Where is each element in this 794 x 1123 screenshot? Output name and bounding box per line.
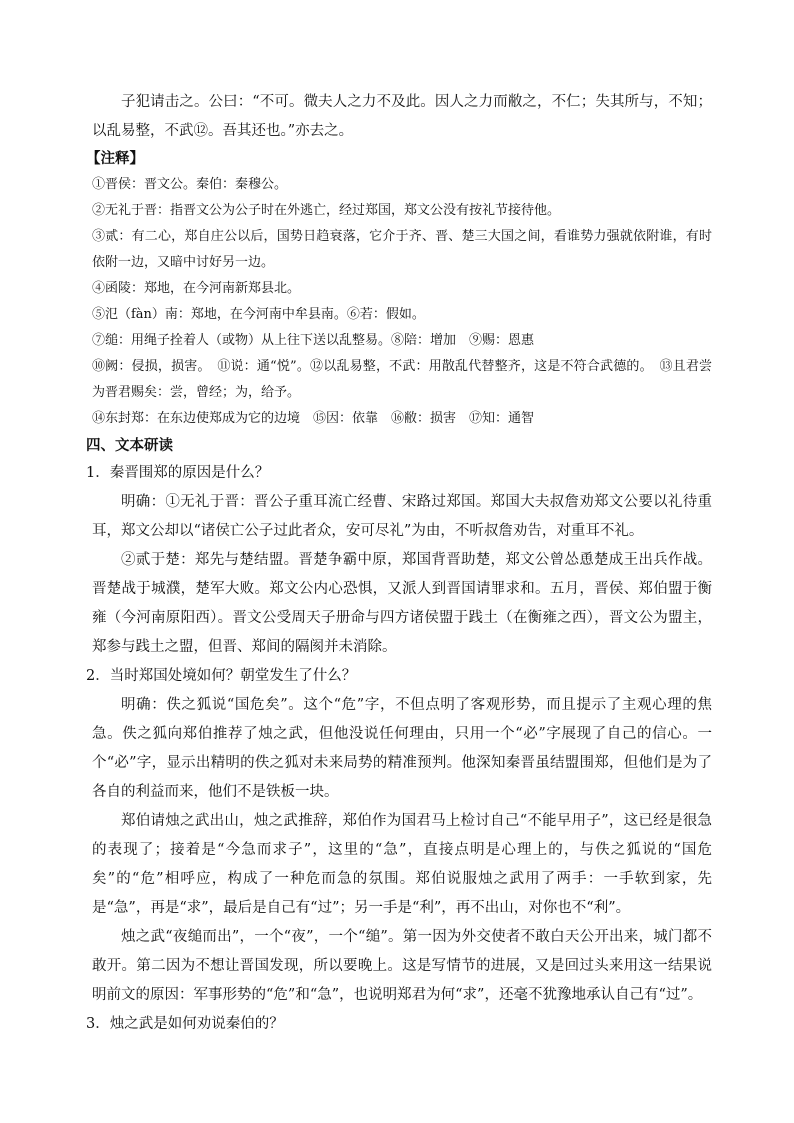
note-item-3: ③贰：有二心，郑自庄公以后，国势日趋衰落，它介于齐、晋、楚三大国之间，看谁势力强就依附谁，有时依附一边，又暗中讨好另一边。	[92, 229, 712, 270]
section-heading: 四、文本研读	[86, 437, 173, 454]
passage-paragraph: 子犯请击之。公曰：“不可。微夫人之力不及此。因人之力而敝之，不仁；失其所与，不知；以乱易整，不武⑫。吾其还也。”亦去之。	[92, 94, 712, 139]
answer-2-part-1: 明确：佚之狐说“国危矣”。这个“危”字，不但点明了客观形势，而且提示了主观心理的焦急。佚之狐向郑伯推荐了烛之武，但他没说任何理由，只用一个“必”字展现了自己的信心。一个“必”字，显示出精明的佚之狐对未来局势的精准预判。他深知秦晋虽结盟围郑，但他们是为了各自的利益而来，他们不是铁板一块。	[92, 697, 712, 800]
note-item-7: ⑦缒：用绳子拴着人（或物）从上往下送以乱整易。⑧陪：增加 ⑨赐：恩惠	[92, 333, 535, 348]
note-item-1: ①晋侯：晋文公。秦伯：秦穆公。	[92, 177, 288, 192]
answer-2-part-2: 郑伯请烛之武出山，烛之武推辞，郑伯作为国君马上检讨自己“不能早用子”，这已经是很急的表现了；接着是“今急而求子”，这里的“急”，直接点明是心理上的，与佚之狐说的“国危矣”的“危”相呼应，构成了一种危而急的氛围。郑伯说服烛之武用了两手：一手软到家，先是“急”，再是“求”，最后是自己有“过”；另一手是“利”，再不出山，对你也不“利”。	[92, 813, 712, 916]
question-3: 3．烛之武是如何劝说秦伯的？	[86, 1016, 284, 1032]
note-item-5: ⑤氾（fàn）南：郑地，在今河南中牟县南。⑥若：假如。	[92, 307, 425, 322]
question-2: 2．当时郑国处境如何？朝堂发生了什么？	[86, 668, 357, 684]
notes-heading: 【注释】	[86, 150, 144, 167]
page-content	[86, 88, 712, 1039]
note-item-14: ⑭东封郑：在东边使郑成为它的边境 ⑮因：依靠 ⑯敝：损害 ⑰知：通智	[92, 411, 535, 426]
answer-1-part-1: 明确：①无礼于晋：晋公子重耳流亡经曹、宋路过郑国。郑国大夫叔詹劝郑文公要以礼待重耳，郑文公却以“诸侯亡公子过此者众，安可尽礼”为由，不听叔詹劝告，对重耳不礼。	[92, 494, 712, 539]
question-1: 1．秦晋围郑的原因是什么？	[86, 465, 270, 481]
note-item-2: ②无礼于晋：指晋文公为公子时在外逃亡，经过郑国，郑文公没有按礼节接待他。	[92, 203, 561, 218]
note-item-10: ⑩阙：侵损，损害。 ⑪说：通“悦”。⑫以乱易整，不武：用散乱代替整齐，这是不符合武德的。 ⑬且君尝为晋君赐矣：尝，曾经；为，给予。	[92, 359, 712, 400]
note-item-4: ④函陵：郑地，在今河南新郑县北。	[92, 281, 301, 296]
answer-1-part-2: ②贰于楚：郑先与楚结盟。晋楚争霸中原，郑国背晋助楚，郑文公曾怂恿楚成王出兵作战。晋楚战于城濮，楚军大败。郑文公内心恐惧，又派人到晋国请罪求和。五月，晋侯、郑伯盟于衡雍（今河南原阳西）。晋文公受周天子册命与四方诸侯盟于践土（在衡雍之西），晋文公为盟主，郑参与践土之盟，但晋、郑间的隔阂并未消除。	[92, 552, 712, 655]
answer-2-part-3: 烛之武“夜缒而出”，一个“夜”，一个“缒”。第一因为外交使者不敢白天公开出来，城门都不敢开。第二因为不想让晋国发现，所以要晚上。这是写情节的进展，又是回过头来用这一结果说明前文的原因：军事形势的“危”和“急”，也说明郑君为何“求”，还毫不犹豫地承认自己有“过”。	[92, 929, 712, 1003]
